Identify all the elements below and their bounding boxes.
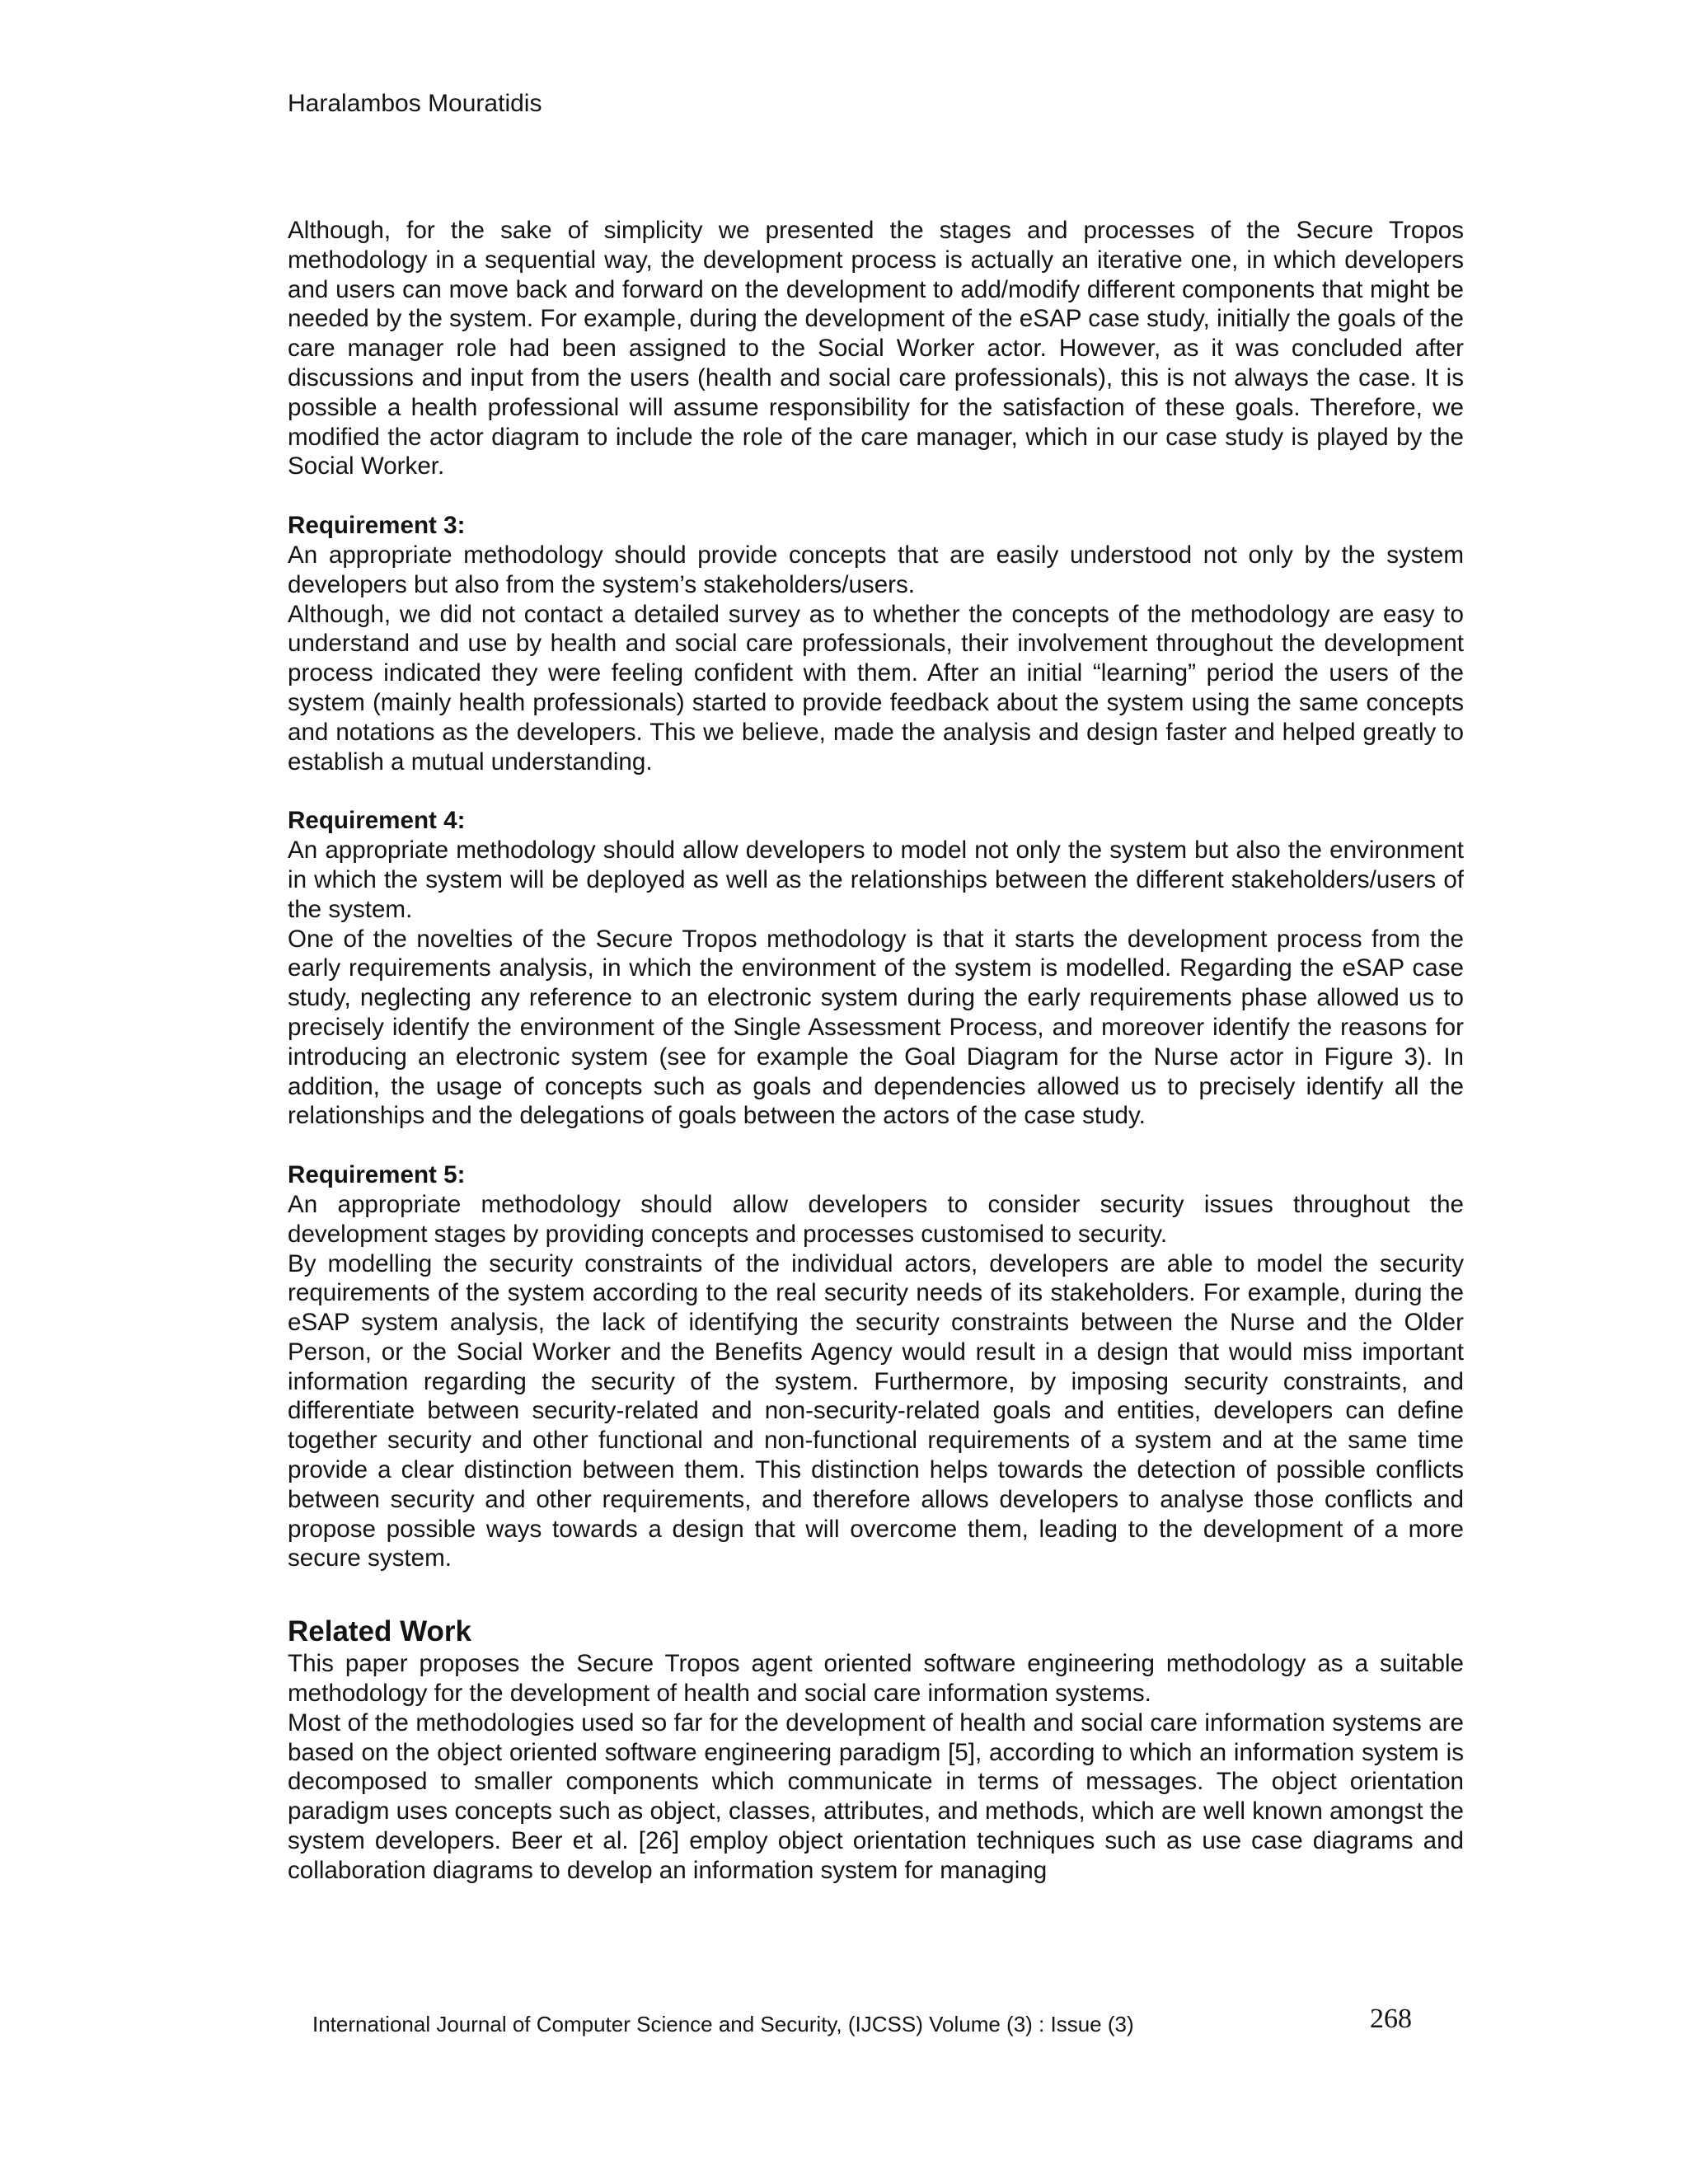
section-heading: Related Work bbox=[288, 1615, 472, 1648]
requirement-discussion: Although, we did not contact a detailed survey as to whether the concepts of the methodology are easy to understand and use by health and social care professionals, their involvement throughout the development process indicated they were feeling confident with them. After an initial “learning” period the users of the system (mainly health professionals) started to provide feedback about the system using the same concepts and notations as the developers. This we believe, made the analysis and design faster and helped greatly to establish a mutual understanding. bbox=[288, 600, 1464, 776]
spacer bbox=[288, 481, 1464, 511]
requirement-heading: Requirement 3: bbox=[288, 512, 466, 540]
requirement-statement: An appropriate methodology should allow developers to model not only the system but also the environment in which the system will be deployed as well as the relationships between the different stakeholders/users of the system. bbox=[288, 837, 1464, 923]
requirement-heading: Requirement 4: bbox=[288, 807, 466, 835]
requirement-discussion: By modelling the security constraints of the individual actors, developers are able to model the security requirements of the system according to the real security needs of its stakeholders. For example, during the eSAP system analysis, the lack of identifying the security constraints between the Nurse and the Older Person, or the Social Worker and the Benefits Agency would result in a design that would miss important information regarding the security of the system. Furthermore, by imposing security constraints, and differentiate between security-related and non-security-related goals and entities, developers can define together security and other functional and non-functional requirements of a system and at the same time provide a clear distinction between them. This distinction helps towards the detection of possible conflicts between security and other requirements, and therefore allows developers to analyse those conflicts and propose possible ways towards a design that will overcome them, leading to the development of a more secure system. bbox=[288, 1249, 1464, 1572]
main-text bbox=[288, 216, 1464, 1886]
requirement-heading: Requirement 5: bbox=[288, 1161, 466, 1189]
spacer bbox=[288, 1573, 1464, 1615]
requirement-discussion: One of the novelties of the Secure Tropos methodology is that it starts the development process from the early requirements analysis, in which the environment of the system is modelled. Regarding the eSAP case study, neglecting any reference to an electronic system during the early requirements phase allowed us to precisely identify the environment of the Single Assessment Process, and moreover identify the reasons for introducing an electronic system (see for example the Goal Diagram for the Nurse actor in Figure 3). In addition, the usage of concepts such as goals and dependencies allowed us to precisely identify all the relationships and the delegations of goals between the actors of the case study. bbox=[288, 925, 1464, 1130]
related-work-section bbox=[288, 1615, 1464, 1885]
spacer bbox=[288, 1131, 1464, 1160]
requirement-4 bbox=[288, 806, 1464, 1131]
related-work-paragraph-1: This paper proposes the Secure Tropos agent oriented software engineering methodology as a suitable methodology for the development of health and social care information systems. bbox=[288, 1650, 1464, 1708]
requirement-5 bbox=[288, 1160, 1464, 1573]
spacer bbox=[288, 776, 1464, 806]
intro-paragraph: Although, for the sake of simplicity we presented the stages and processes of the Secure Tropos methodology in a sequential way, the development process is actually an iterative one, in which developers and users can move back and forward on the development to add/modify different components that might be needed by the system. For example, during the development of the eSAP case study, initially the goals of the care manager role had been assigned to the Social Worker actor. However, as it was concluded after discussions and input from the users (health and social care professionals), this is not always the case. It is possible a health professional will assume responsibility for the satisfaction of these goals. Therefore, we modified the actor diagram to include the role of the care manager, which in our case study is played by the Social Worker. bbox=[288, 217, 1464, 480]
running-head-author: Haralambos Mouratidis bbox=[288, 90, 542, 117]
requirement-statement: An appropriate methodology should allow developers to consider security issues throughout the development stages by providing concepts and processes customised to security. bbox=[288, 1190, 1464, 1248]
footer-journal: International Journal of Computer Science and Security, (IJCSS) Volume (3) : Issue (3) bbox=[312, 2012, 1134, 2036]
requirement-statement: An appropriate methodology should provide concepts that are easily understood not only by the system developers but also from the system’s stakeholders/users. bbox=[288, 541, 1464, 598]
related-work-paragraph-2: Most of the methodologies used so far for the development of health and social care information systems are based on the object oriented software engineering paradigm [5], according to which an information system is decomposed to smaller components which communicate in terms of messages. The object orientation paradigm uses concepts such as object, classes, attributes, and methods, which are well known amongst the system developers. Beer et al. [26] employ object orientation techniques such as use case diagrams and collaboration diagrams to develop an information system for managing bbox=[288, 1708, 1464, 1884]
page-number: 268 bbox=[1370, 2004, 1412, 2034]
requirement-3 bbox=[288, 511, 1464, 776]
